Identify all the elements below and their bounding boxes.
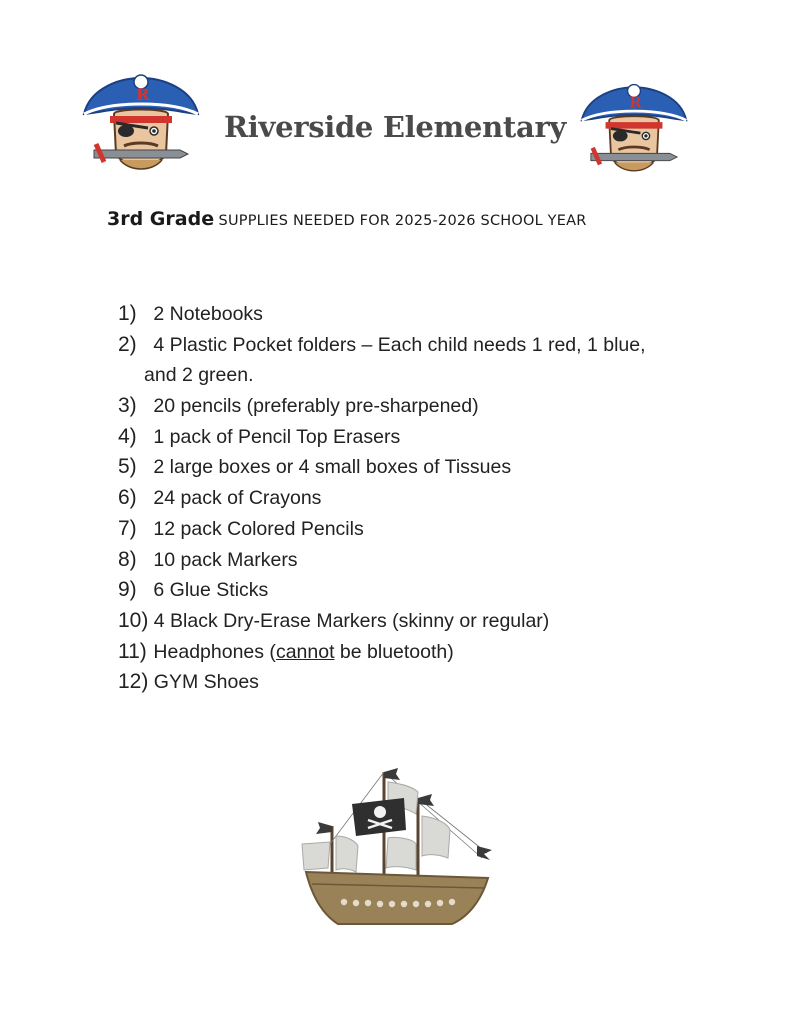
ship-flag <box>316 822 332 834</box>
pirate-mascot-logo-left <box>80 68 202 180</box>
school-name: Riverside Elementary <box>224 110 566 144</box>
pirate-ship-illustration <box>292 758 502 938</box>
item-text: 6 Glue Sticks <box>153 579 269 602</box>
skull-icon <box>374 806 386 818</box>
supply-list <box>118 299 738 698</box>
item-text: 4 Plastic Pocket folders – Each child needs 1 red, 1 blue, <box>153 333 646 356</box>
item-text: 1 pack of Pencil Top Erasers <box>153 425 401 448</box>
list-item <box>118 514 738 545</box>
item-text: GYM Shoes <box>153 671 259 694</box>
ship-flag <box>384 768 400 780</box>
item-text: 12 pack Colored Pencils <box>153 517 364 540</box>
item-text-before: Headphones ( <box>153 640 276 663</box>
grade-label: 3rd Grade <box>107 208 215 230</box>
ship-hull <box>306 872 488 924</box>
list-item <box>118 637 738 668</box>
ship-flag <box>418 794 434 806</box>
item-text: 4 Black Dry-Erase Markers (skinny or regular) <box>153 609 550 632</box>
item-text: 2 Notebooks <box>153 303 263 325</box>
item-number: 10) <box>118 608 149 632</box>
list-item <box>118 330 738 391</box>
item-text-continuation: and 2 green. <box>144 363 254 386</box>
list-item <box>118 667 738 698</box>
logo-letter: R <box>136 85 150 104</box>
list-item <box>118 299 738 330</box>
list-item <box>118 391 738 422</box>
item-number: 12) <box>118 670 149 694</box>
item-number: 4) <box>118 424 137 448</box>
item-number: 3) <box>118 394 137 418</box>
subtitle-text: SUPPLIES NEEDED FOR 2025-2026 SCHOOL YEAR <box>218 213 587 229</box>
list-item <box>118 575 738 606</box>
item-number: 7) <box>118 516 137 540</box>
item-text-after: be bluetooth) <box>334 640 454 663</box>
pirate-mascot-logo-right <box>578 78 690 181</box>
item-number: 5) <box>118 455 137 479</box>
list-item <box>118 422 738 453</box>
item-number: 11) <box>118 639 147 663</box>
ship-sail <box>336 836 358 872</box>
list-item <box>118 483 738 514</box>
page-subtitle <box>107 208 707 230</box>
list-item <box>118 452 738 483</box>
item-number: 6) <box>118 486 137 510</box>
item-number: 2) <box>118 332 137 356</box>
item-text: 20 pencils (preferably pre-sharpened) <box>153 395 479 418</box>
ship-sail <box>386 837 416 870</box>
item-text: 2 large boxes or 4 small boxes of Tissues <box>153 456 512 479</box>
item-number: 1) <box>118 302 137 325</box>
list-item <box>118 606 738 637</box>
ship-flag <box>477 846 492 860</box>
item-text: 24 pack of Crayons <box>153 487 322 510</box>
item-text-underlined: cannot <box>275 640 335 663</box>
logo-letter: R <box>629 94 642 112</box>
ship-sail <box>422 816 450 858</box>
item-number: 9) <box>118 578 137 602</box>
item-number: 8) <box>118 547 137 571</box>
list-item <box>118 545 738 576</box>
ship-sail <box>302 842 330 870</box>
item-text: 10 pack Markers <box>153 548 298 571</box>
